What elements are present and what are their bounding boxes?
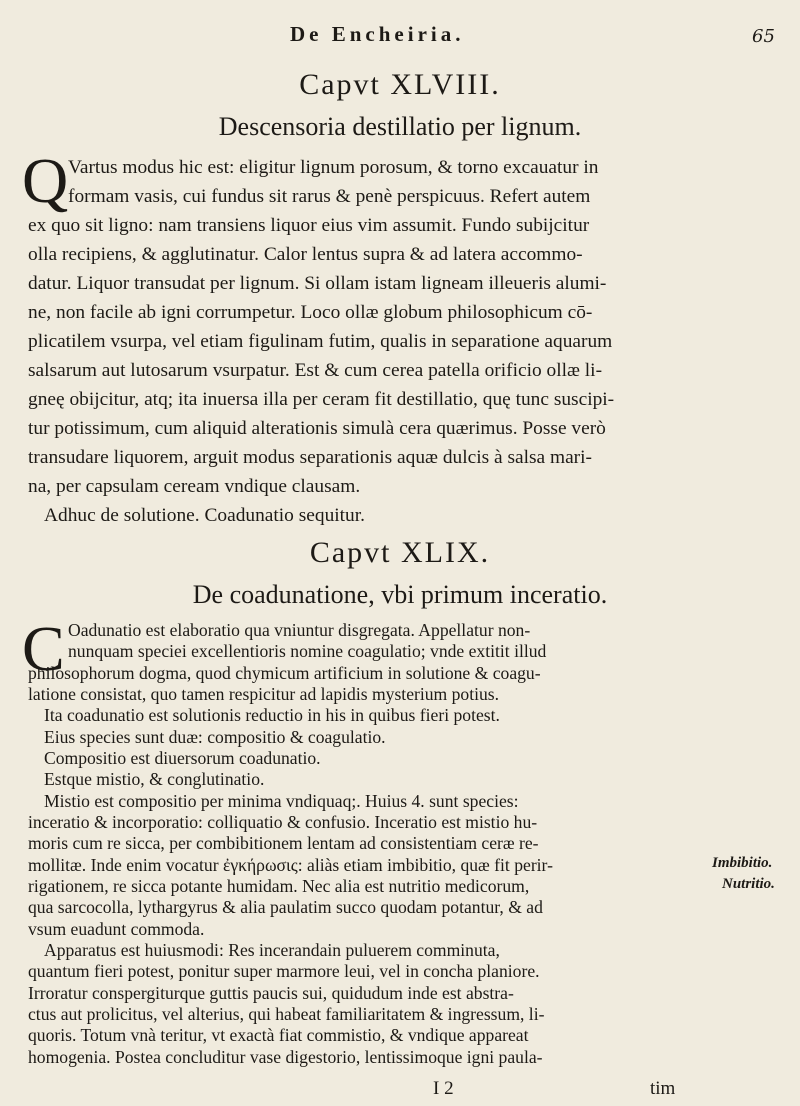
chapter-49-subtitle: De coadunatione, vbi primum inceratio. <box>192 580 608 609</box>
running-head <box>0 12 800 52</box>
chapter-49-line: Apparatus est huiusmodi: Res incerandain puluerem comminuta, <box>44 940 500 960</box>
chapter-49-line: Mistio est compositio per minima vndiquaq;. Huius 4. sunt species: <box>44 790 519 811</box>
chapter-48-heading: Capvt XLVIII. <box>299 68 501 101</box>
catchword: tim <box>650 1078 676 1099</box>
chapter-49-line: latione consistat, quo tamen respicitur ad lapidis mysterium potius. <box>28 684 500 704</box>
chapter-48-line: transudare liquorem, arguit modus separationis aquæ dulcis à salsa mari- <box>28 447 592 468</box>
chapter-48-line: na, per capsulam ceream vndique clausam. <box>28 476 361 497</box>
chapter-49-line: homogenia. Postea concluditur vase digestorio, lentissimoque igni paula- <box>28 1046 543 1067</box>
chapter-49-line: ctus aut prolicitus, vel alterius, qui habeat familiaritatem & ingressum, li- <box>28 1004 545 1024</box>
chapter-48-line: olla recipiens, & agglutinatur. Calor lentus supra & ad latera accommo- <box>28 244 583 265</box>
chapter-49-line: Compositio est diuersorum coadunatio. <box>44 748 321 768</box>
chapter-48-line: tur potissimum, cum aliquid alterationis simulà cera quærimus. Posse verò <box>28 418 606 439</box>
margin-note-imbibitio: Imbibitio. <box>712 854 773 871</box>
chapter-49-line: Eius species sunt duæ: compositio & coagulatio. <box>44 726 386 747</box>
chapter-49-line: vsum euadunt commoda. <box>28 918 205 939</box>
chapter-49-line: nunquam speciei excellentioris nomine coagulatio; vnde extitit illud <box>68 641 547 662</box>
chapter-49-line: Ita coadunatio est solutionis reductio in his in quibus fieri potest. <box>44 705 500 726</box>
chapter-48-line: Vartus modus hic est: eligitur lignum porosum, & torno excauatur in <box>68 157 599 178</box>
page-number: 65 <box>752 26 775 47</box>
chapter-48-subtitle: Descensoria destillatio per lignum. <box>218 112 582 141</box>
margin-note-nutritio: Nutritio. <box>722 876 775 892</box>
chapter-49-line: philosophorum dogma, quod chymicum artificium in solutione & coagu- <box>28 662 541 683</box>
chapter-49-line: rigationem, re sicca potante humidam. Nec alia est nutritio medicorum, <box>28 876 530 896</box>
chapter-49-line: Irroratur conspergiturque guttis paucis sui, quidudum inde est abstra- <box>28 982 514 1003</box>
chapter-48-line: ex quo sit ligno: nam transiens liquor eius vim assumit. Fundo subijcitur <box>28 215 590 236</box>
chapter-49-line: mollitæ. Inde enim vocatur ἐγκήρωσις: aliàs etiam imbibitio, quæ fit perir- <box>28 854 553 875</box>
chapter-49-line: Estque mistio, & conglutinatio. <box>44 769 265 790</box>
running-title: De Encheiria. <box>290 22 465 46</box>
chapter-49-line: inceratio & incorporatio: colliquatio & confusio. Inceratio est mistio hu- <box>28 812 538 832</box>
chapter-49-line: quoris. Totum vnà teritur, vt exactà fiat commistio, & vndique appareat <box>28 1025 529 1046</box>
chapter-48-line: salsarum aut lutosarum vsurpatur. Est & cum cerea patella orificio ollæ li- <box>28 360 603 381</box>
signature-mark: I 2 <box>433 1078 454 1099</box>
chapter-48-drop-cap: Q <box>22 145 69 216</box>
chapter-48-line: datur. Liquor transudat per lignum. Si ollam istam ligneam illeueris alumi- <box>28 273 607 294</box>
chapter-49-drop-cap: C <box>22 613 65 684</box>
chapter-49-line: quantum fieri potest, ponitur super marmore leui, vel in concha planiore. <box>28 961 540 982</box>
chapter-48-line: plicatilem vsurpa, vel etiam figulinam futim, qualis in separatione aquarum <box>28 331 613 352</box>
chapter-48-line: gneę obijcitur, atq; ita inuersa illa per ceram fit destillatio, quę tunc suscipi- <box>28 389 615 410</box>
chapter-49-line: qua sarcocolla, lythargyrus & alia paulatim succo quodam potantur, & ad <box>28 897 543 918</box>
chapter-48-line: ne, non facile ab igni corrumpetur. Loco ollæ globum philosophicum cō- <box>28 302 593 323</box>
chapter-49-line: Oadunatio est elaboratio qua vniuntur disgregata. Appellatur non- <box>68 620 531 640</box>
chapter-48-line: Adhuc de solutione. Coadunatio sequitur. <box>44 505 365 526</box>
chapter-49-line: moris cum re sicca, per combibitionem lentam ad consistentiam ceræ re- <box>28 833 539 854</box>
chapter-49-heading: Capvt XLIX. <box>309 536 491 569</box>
chapter-48-line: formam vasis, cui fundus sit rarus & penè perspicuus. Refert autem <box>68 186 591 207</box>
